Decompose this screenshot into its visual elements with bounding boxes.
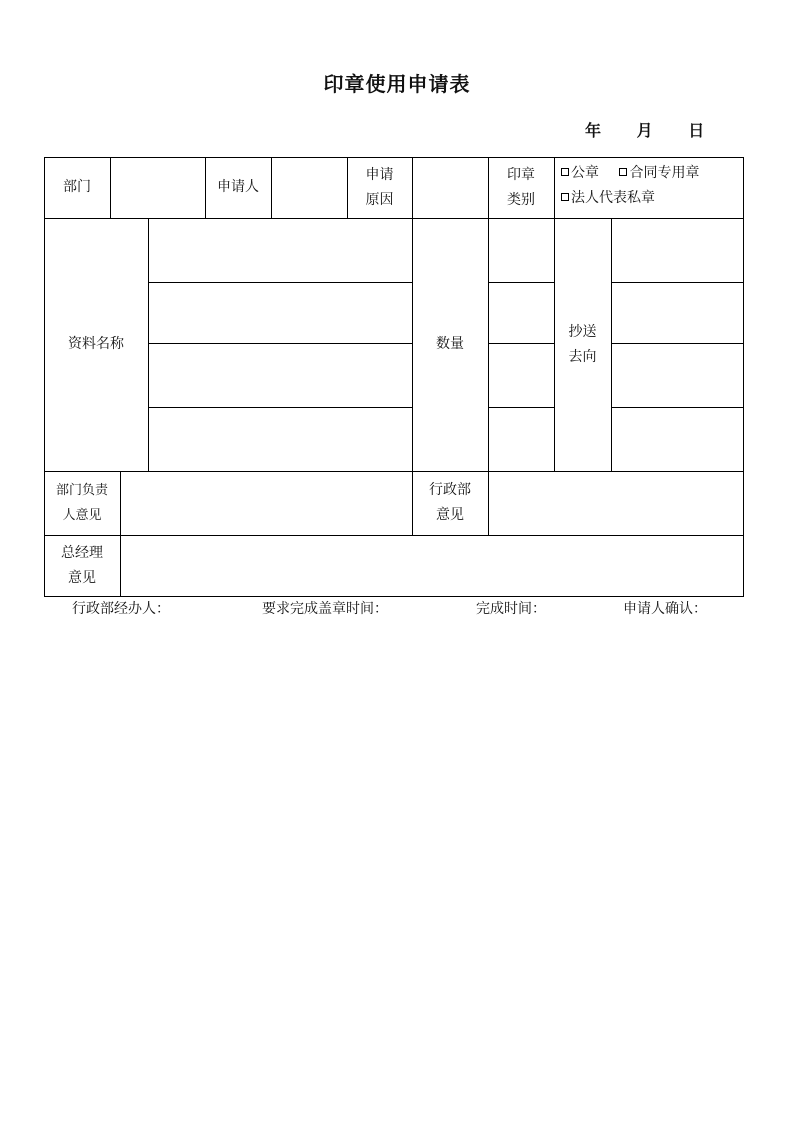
seal-option-contract[interactable] <box>619 161 699 186</box>
quantity-field-4[interactable] <box>489 408 554 471</box>
material-name-field-3[interactable] <box>149 344 412 407</box>
seal-type-label <box>488 157 554 218</box>
seal-type-options <box>561 161 741 211</box>
quantity-field-3[interactable] <box>489 344 554 407</box>
cc-destination-label <box>554 218 611 471</box>
contract-seal-label: 合同专用章 <box>629 165 700 181</box>
cc-destination-field-1[interactable] <box>612 219 743 282</box>
reason-label-line1: 申请 <box>365 166 394 183</box>
legal-rep-seal-label: 法人代表私章 <box>571 190 655 206</box>
dept-head-opinion-line2: 人意见 <box>62 508 102 523</box>
material-name-field-1[interactable] <box>149 219 412 282</box>
footer-completion-time: 完成时间： <box>476 601 546 617</box>
date-month-label: 月 <box>636 121 653 140</box>
admin-opinion-field[interactable] <box>489 472 743 535</box>
reason-field[interactable] <box>413 158 488 218</box>
applicant-label-text: 申请人 <box>217 179 259 195</box>
footer-required-time: 要求完成盖章时间： <box>262 601 388 617</box>
cc-label-line1: 抄送 <box>568 323 597 340</box>
gm-opinion-label <box>44 535 120 596</box>
cc-label-line2: 去向 <box>568 348 597 365</box>
official-seal-checkbox[interactable] <box>561 168 569 176</box>
gm-opinion-line1: 总经理 <box>61 544 103 561</box>
footer-applicant-confirm: 申请人确认： <box>623 601 707 617</box>
admin-opinion-line2: 意见 <box>436 507 464 523</box>
footer-admin-handler: 行政部经办人： <box>72 601 170 617</box>
table-border-right <box>743 157 744 597</box>
cc-destination-field-4[interactable] <box>612 408 743 471</box>
reason-label <box>347 157 412 218</box>
table-line-r1-g <box>554 157 555 218</box>
dept-head-opinion-label <box>44 471 120 535</box>
page-title: 印章使用申请表 <box>323 72 471 96</box>
official-seal-label: 公章 <box>571 165 599 181</box>
admin-opinion-line1: 行政部 <box>429 482 471 498</box>
material-name-field-4[interactable] <box>149 408 412 471</box>
seal-option-official[interactable] <box>561 161 599 186</box>
dept-head-opinion-field[interactable] <box>121 472 412 535</box>
department-label <box>44 157 110 218</box>
quantity-field-2[interactable] <box>489 283 554 343</box>
department-label-text: 部门 <box>63 179 91 195</box>
applicant-label <box>205 157 271 218</box>
seal-type-label-line1: 印章 <box>507 166 535 183</box>
quantity-field-1[interactable] <box>489 219 554 282</box>
seal-application-form <box>44 157 744 597</box>
date-day-label: 日 <box>688 121 705 140</box>
contract-seal-checkbox[interactable] <box>619 168 627 176</box>
seal-option-legal-rep[interactable] <box>561 186 655 211</box>
reason-label-line2: 原因 <box>365 191 394 208</box>
admin-opinion-label <box>412 471 488 535</box>
quantity-label-text: 数量 <box>436 336 464 352</box>
seal-type-label-line2: 类别 <box>507 191 535 208</box>
material-name-field-2[interactable] <box>149 283 412 343</box>
quantity-label <box>412 218 488 471</box>
gm-opinion-field[interactable] <box>121 536 743 596</box>
legal-rep-seal-checkbox[interactable] <box>561 193 569 201</box>
cc-destination-field-2[interactable] <box>612 283 743 343</box>
material-name-label <box>44 218 148 471</box>
dept-head-opinion-line1: 部门负责 <box>55 483 108 498</box>
gm-opinion-line2: 意见 <box>68 569 96 586</box>
department-field[interactable] <box>111 158 205 218</box>
cc-destination-field-3[interactable] <box>612 344 743 407</box>
material-name-label-text: 资料名称 <box>68 336 124 352</box>
date-line <box>585 118 704 141</box>
table-border-bottom <box>44 596 744 597</box>
applicant-field[interactable] <box>272 158 347 218</box>
date-year-label: 年 <box>585 121 602 140</box>
